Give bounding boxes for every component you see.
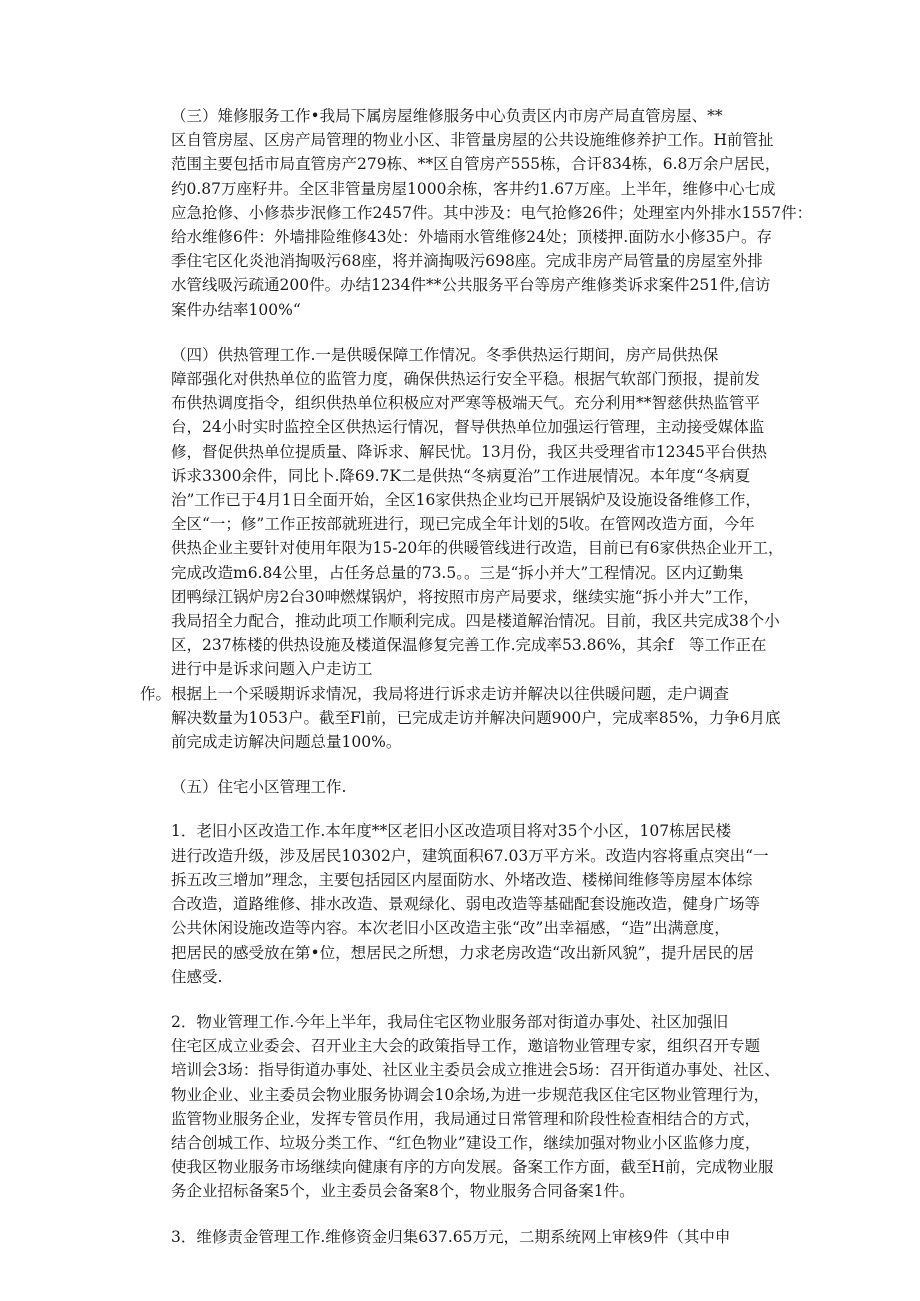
text-line: 解决数量为1053户。截至Fl前，已完成走访并解决问题900户，完成率85%，力争6月底 [171, 708, 781, 727]
text-line: 供热企业主要针对使用年限为15-20年的供暖管线进行改造，目前已有6家供热企业开工， [171, 539, 784, 558]
text-line: 作。根据上一个采暖期诉求情况，我局将进行诉求走访并解决以往供暖问题，走户调查 [140, 684, 730, 703]
paragraph-property-management [140, 1010, 798, 1204]
text-line: 前完成走访解决问题总量100%。 [171, 733, 402, 752]
text-line: 全区“一；修”工作正按部就班进行，现已完成全年计划的5收。在管网改造方面，今年 [171, 515, 755, 534]
text-line: 结合创城工作、垃圾分类工作、“红色物业”建设工作，继续加强对物业小区监修力度， [171, 1133, 761, 1152]
text-line: 诉求3300余件，同比卜.降69.7K二是供热“冬病夏治”工作进展情况。本年度“冬病夏 [171, 466, 751, 485]
text-line: 团鸭绿江锅炉房2台30呻燃煤锅炉，将按照市房产局要求，继续实施“拆小并大”工作， [171, 587, 759, 606]
text-line: 2．物业管理工作.今年上半年，我局住宅区物业服务部对街道办事处、社区加强旧 [171, 1012, 729, 1031]
section-heading-residential [140, 775, 798, 799]
text-line: 区自管房屋、区房产局管理的物业小区、非管量房屋的公共设施维修养护工作。H前管扯 [171, 131, 774, 150]
paragraph-heating-management [140, 343, 798, 754]
text-line: 区，237栋楼的供热设施及楼道保温修复完善工作.完成率53.86%，其余f 等工作正在 [171, 636, 767, 655]
paragraph-maintenance-service [140, 104, 813, 322]
text-line: 住感受. [171, 967, 223, 986]
text-line: 范围主要包括市局直管房产279栋、**区自管房产555栋，合讦834栋，6.8万余户居民， [171, 155, 781, 174]
text-line: 进行中是诉求问题入户走访工 [171, 660, 373, 679]
text-line: 完成改造m6.84公里，占任务总量的73.5。。三是“拆小并大”工程情况。区内辽勤集 [171, 563, 744, 582]
text-line: 公共休闲设施改造等内容。本次老旧小区改造主张“改”出幸福感，“造”出满意度， [171, 919, 730, 938]
paragraph-maintenance-fund [140, 1225, 798, 1249]
text-line: 进行改造升级，涉及居民10302户，建筑面积67.03万平方米。改造内容将重点突出“一 [171, 846, 769, 865]
text-line: 布供热调度指令，组织供热单位积极应对严寒等极端天气。充分利用**智慈供热监管平 [171, 394, 761, 413]
text-line: 监管物业服务企业，发挥专管员作用，我局通过日常管理和阶段性检查相结合的方式， [171, 1109, 761, 1128]
text-line: 合改造，道路维修、排水改造、景观绿化、弱电改造等基础配套设施改造，健身广场等 [171, 895, 761, 914]
text-line: 把居民的感受放在第•位，想居民之所想，力求老房改造“改出新风貌”，提升居民的居 [171, 943, 754, 962]
text-line: 治”工作已于4月1日全面开始，全区16家供热企业均已开展锅炉及设施设备维修工作， [171, 491, 761, 510]
text-line: 水管线吸污疏通200件。办结1234件**公共服务平台等房产维修类诉求案件251件,信访 [171, 276, 771, 295]
text-line: 我局招全力配合，推动此项工作顺利完成。四是楼道解治情况。目前，我区共完成38个小 [171, 612, 780, 631]
text-line: （五）住宅小区管理工作. [171, 778, 347, 797]
text-line: 使我区物业服务市场继续向健康有序的方向发展。备案工作方面，截至H前，完成物业服 [171, 1158, 774, 1177]
text-line: 住宅区成立业委会、召开业主大会的政策指导工作，邀谙物业管理专家，组织召开专题 [171, 1037, 761, 1056]
text-line: 培训会3场：指导街道办事处、社区业主委员会成立推进会5场：召开街道办事处、社区、 [171, 1061, 780, 1080]
text-line: 约0.87万座籽井。全区非管量房屋1000余栋，客井约1.67万座。上半年，维修中心七成 [171, 179, 776, 198]
text-line: （四）供热管理工作.一是供暖保障工作情况。冬季供热运行期间，房产局供热保 [171, 345, 719, 364]
text-line: 务企业招标备案5个，业主委员会备案8个，物业服务合同备案1件。 [171, 1182, 635, 1201]
text-line: 1．老旧小区改造工作.本年度**区老旧小区改造项目将对35个小区，107栋居民楼 [171, 822, 732, 841]
text-line: 给水维修6件：外墙排险维修43处：外墙雨水管维修24处；顶楼押.面防水小修35户。存 [171, 228, 772, 247]
text-line: 台，24小时实时监控全区供热运行情况，督导供热单位加强运行管理，主动接受媒体监 [171, 418, 765, 437]
text-line: 应急抢修、小修恭步泯修工作2457件。其中涉及：电气抢修26件；处理室内外排水1557件： [171, 203, 813, 222]
text-line: 拆五改三增加”理念，主要包括园区内屋面防水、外堵改造、楼梯间维修等房屋本体综 [171, 870, 753, 889]
text-line: 修，督促供热单位提质量、降诉求、解民忧。13月份，我区共受理省市12345平台供热 [171, 442, 768, 461]
text-line: 障部强化对供热单位的监管力度，确保供热运行安全平稳。根据气软部门预报，提前发 [171, 370, 761, 389]
text-line: 案件办结率100%“ [171, 300, 301, 319]
text-line: 物业企业、业主委员会物业服务协调会10余场,为进一步规范我区住宅区物业管理行为， [171, 1085, 770, 1104]
text-line: （三）雉修服务工作•我局下属房屋维修服务中心负责区内市房产局直管房屋、** [171, 107, 723, 125]
document-body [140, 104, 813, 1270]
text-line: 3．维修责金管理工作.维修资金归集637.65万元，二期系统网上审核9件（其中申 [171, 1227, 731, 1246]
text-line: 季住宅区化炎池消掏吸污68座，将并滴掏吸污698座。完成非房产局管量的房屋室外排 [171, 252, 763, 271]
paragraph-old-community-renovation [140, 819, 798, 988]
